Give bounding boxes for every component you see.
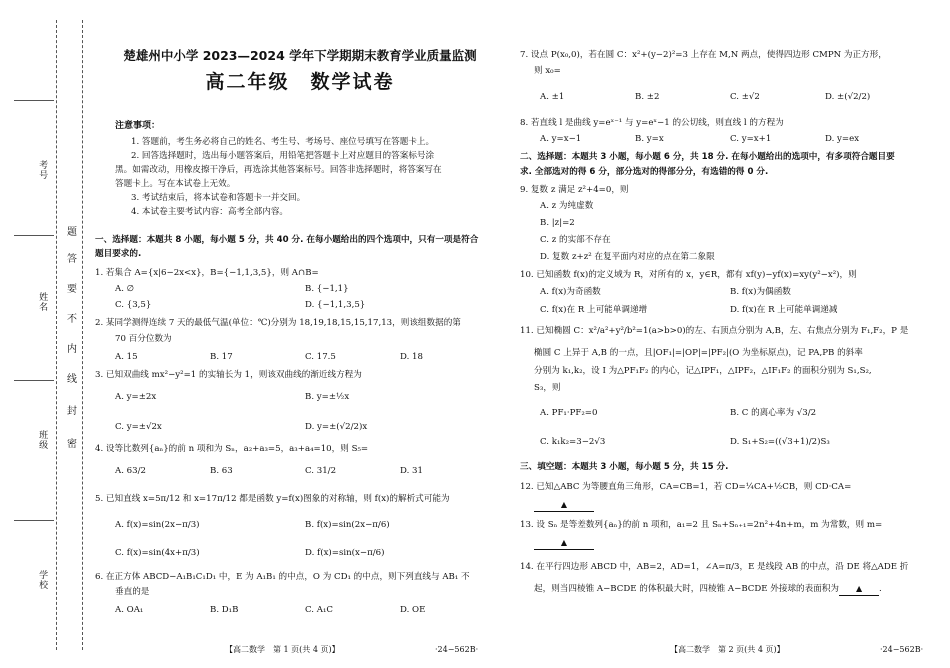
notice-item-1: 1. 答题前，考生务必将自己的姓名、考生号、考场号、座位号填写在答题卡上。 — [131, 137, 435, 147]
footer-code-2: ·24−562B· — [880, 645, 924, 654]
q6-option-c: C. A₁C — [305, 605, 333, 615]
binding-margin — [0, 0, 95, 668]
q2-option-a: A. 15 — [115, 352, 138, 362]
section3-heading: 三、填空题：本题共 3 小题，每小题 5 分，共 15 分. — [520, 462, 729, 472]
q8-option-d: D. y=ex — [825, 134, 860, 144]
q2-option-b: B. 17 — [210, 352, 233, 362]
q1-option-b: B. {−1,1} — [305, 284, 349, 294]
q9-option-a: A. z 为纯虚数 — [540, 201, 594, 211]
q4-option-b: B. 63 — [210, 466, 233, 476]
q14-stem: 14. 在平行四边形 ABCD 中，AB=2，AD=1，∠A=π/3，E 是线段 AB 的中点，沿 DE 将△ADE 折 — [520, 562, 909, 572]
label-exam-number: 考号 — [37, 160, 48, 180]
q2-stem: 2. 某同学测得连续 7 天的最低气温(单位：℃)分别为 18,19,18,15,15,17,13，则该组数据的第 — [95, 318, 461, 328]
q1-option-d: D. {−1,1,3,5} — [305, 300, 366, 310]
q2-option-c: C. 17.5 — [305, 352, 336, 362]
q10-option-a: A. f(x)为奇函数 — [540, 287, 601, 297]
q6-stem: 6. 在正方体 ABCD−A₁B₁C₁D₁ 中，E 为 A₁B₁ 的中点，O 为 CD₁ 的中点，则下列直线与 AB₁ 不 — [95, 572, 470, 582]
q12-stem: 12. 已知△ABC 为等腰直角三角形，CA=CB=1，若 CD=¼CA+½CB，则 CD·CA= — [520, 482, 852, 492]
q4-option-d: D. 31 — [400, 466, 423, 476]
q5-option-a: A. f(x)=sin(2x−π/3) — [115, 520, 200, 530]
q13-stem: 13. 设 Sₙ 是等差数列{aₙ}的前 n 项和，a₁=2 且 Sₙ+Sₙ₊₁=2n²+4n+m，m 为常数，则 m= — [520, 520, 883, 530]
q12-answer-blank: ▲ — [534, 500, 594, 512]
school-line — [14, 520, 54, 521]
section2-line1: 二、选择题：本题共 3 小题，每小题 6 分，共 18 分. 在每小题给出的选项中，有多项符合题目要 — [520, 152, 895, 162]
notice-item-2: 2. 回答选择题时，选出每小题答案后，用铅笔把答题卡上对应题目的答案标号涂 — [131, 151, 435, 161]
notice-item-3: 3. 考试结束后，将本试卷和答题卡一并交回。 — [131, 193, 306, 203]
seal-char-4: 不 — [67, 314, 77, 325]
q7-stem-2: 则 x₀= — [534, 66, 561, 76]
q13-answer-blank: ▲ — [534, 538, 594, 550]
notice-title: 注意事项： — [115, 121, 161, 131]
q7-option-c: C. ±√2 — [730, 92, 760, 102]
seal-char-1: 题 — [67, 227, 77, 238]
q11-option-c: C. k₁k₂=3−2√3 — [540, 437, 606, 447]
q1-stem: 1. 若集合 A={x|6−2x<x}，B={−1,1,3,5}，则 A∩B= — [95, 268, 319, 278]
q7-option-b: B. ±2 — [635, 92, 660, 102]
q9-stem: 9. 复数 z 满足 z²+4=0，则 — [520, 185, 629, 195]
q5-option-b: B. f(x)=sin(2x−π/6) — [305, 520, 390, 530]
q8-option-c: C. y=x+1 — [730, 134, 772, 144]
q11-stem-4: S₃，则 — [534, 383, 561, 393]
q5-option-c: C. f(x)=sin(4x+π/3) — [115, 548, 200, 558]
q4-stem: 4. 设等比数列{aₙ}的前 n 项和为 Sₙ，a₂+a₃=5，a₃+a₄=10，则 S₅= — [95, 444, 369, 454]
q8-stem: 8. 若直线 l 是曲线 y=eˣ⁻¹ 与 y=eˣ−1 的公切线，则直线 l 的方程为 — [520, 118, 784, 128]
footer-code-1: ·24−562B· — [435, 645, 479, 654]
q9-option-c: C. z 的实部不存在 — [540, 235, 611, 245]
q11-option-b: B. C 的离心率为 √3/2 — [730, 408, 817, 418]
notice-item-2b: 黑。如需改动，用橡皮擦干净后，再选涂其他答案标号。回答非选择题时，将答案写在 — [115, 165, 442, 175]
q1-option-c: C. {3,5} — [115, 300, 152, 310]
class-line — [14, 380, 54, 381]
q2-option-d: D. 18 — [400, 352, 423, 362]
q6-option-a: A. OA₁ — [115, 605, 144, 615]
label-name: 姓名 — [37, 292, 48, 312]
q7-stem: 7. 设点 P(x₀,0)，若在圆 C：x²+(y−2)²=3 上存在 M,N 两点，使得四边形 CMPN 为正方形， — [520, 50, 887, 60]
exam-title-line2: 高二年级 数学试卷 — [205, 71, 395, 93]
binding-line-inner — [82, 20, 83, 650]
q5-option-d: D. f(x)=sin(x−π/6) — [305, 548, 385, 558]
page-2 — [520, 0, 940, 668]
q11-stem-2: 椭圆 C 上异于 A,B 的一点，且|OF₁|=|OP|=|PF₂|(O 为坐标原点)，记 PA,PB 的斜率 — [534, 348, 863, 358]
q11-stem-3: 分别为 k₁,k₂，设 I 为△PF₁F₂ 的内心，记△IPF₁，△IPF₂，△IF₁F₂ 的面积分别为 S₁,S₂, — [534, 366, 872, 376]
q7-option-d: D. ±(√2/2) — [825, 92, 871, 102]
label-class: 班级 — [37, 430, 48, 450]
seal-char-7: 封 — [67, 406, 77, 417]
exam-title-line1: 楚雄州中小学 2023—2024 学年下学期期末教育学业质量监测 — [123, 48, 477, 63]
q10-option-c: C. f(x)在 R 上可能单调递增 — [540, 305, 648, 315]
q6-stem-2: 垂直的是 — [115, 587, 150, 597]
q7-option-a: A. ±1 — [540, 92, 565, 102]
q11-option-d: D. S₁+S₂=((√3+1)/2)S₃ — [730, 437, 830, 447]
footer-page-2: 【高二数学 第 2 页(共 4 页)】 — [670, 645, 785, 654]
q3-stem: 3. 已知双曲线 mx²−y²=1 的实轴长为 1，则该双曲线的渐近线方程为 — [95, 370, 362, 380]
q10-option-d: D. f(x)在 R 上可能单调递减 — [730, 305, 838, 315]
seal-char-2: 答 — [67, 254, 77, 265]
page-1 — [95, 0, 505, 668]
q6-option-b: B. D₁B — [210, 605, 239, 615]
q3-option-d: D. y=±(√2/2)x — [305, 422, 368, 432]
section2-line2: 求. 全部选对的得 6 分，部分选对的得部分分，有选错的得 0 分. — [520, 167, 769, 177]
q3-option-b: B. y=±½x — [305, 392, 350, 402]
q2-stem-2: 70 百分位数为 — [115, 334, 172, 344]
seal-char-6: 线 — [67, 374, 77, 385]
name-line — [14, 235, 54, 236]
q10-stem: 10. 已知函数 f(x)的定义域为 R，对所有的 x，y∈R，都有 xf(y)−yf(x)=xy(y²−x²)，则 — [520, 270, 857, 280]
seal-char-8: 密 — [67, 439, 77, 450]
q6-option-d: D. OE — [400, 605, 426, 615]
q9-option-d: D. 复数 z+z² 在复平面内对应的点在第二象限 — [540, 252, 715, 262]
q11-stem: 11. 已知椭圆 C：x²/a²+y²/b²=1(a>b>0)的左、右顶点分别为 A,B，左、右焦点分别为 F₁,F₂，P 是 — [520, 326, 909, 336]
section1-line1: 一、选择题：本题共 8 小题，每小题 5 分，共 40 分. 在每小题给出的四个选项中，只有一项是符合 — [95, 235, 479, 245]
q5-stem: 5. 已知直线 x=5π/12 和 x=17π/12 都是函数 y=f(x)图象的对称轴，则 f(x)的解析式可能为 — [95, 494, 450, 504]
q1-option-a: A. ∅ — [115, 284, 135, 294]
q4-option-c: C. 31/2 — [305, 466, 337, 476]
notice-item-2c: 答题卡上。写在本试卷上无效。 — [115, 179, 236, 189]
seal-char-5: 内 — [67, 344, 77, 355]
footer-page-1: 【高二数学 第 1 页(共 4 页)】 — [225, 645, 340, 654]
exam-number-line — [14, 100, 54, 101]
q10-option-b: B. f(x)为偶函数 — [730, 287, 791, 297]
q4-option-a: A. 63/2 — [115, 466, 146, 476]
notice-item-4: 4. 本试卷主要考试内容：高考全部内容。 — [131, 207, 289, 217]
q11-option-a: A. PF₁·PF₂=0 — [540, 408, 598, 418]
seal-char-3: 要 — [67, 284, 77, 295]
q14-stem-2: 起，则当四棱锥 A−BCDE 的体积最大时，四棱锥 A−BCDE 外接球的表面积为 ▲ . — [534, 584, 882, 594]
q3-option-a: A. y=±2x — [115, 392, 157, 402]
binding-line-outer — [56, 20, 57, 650]
q3-option-c: C. y=±√2x — [115, 422, 162, 432]
section1-line2: 题目要求的. — [95, 249, 142, 259]
label-school: 学校 — [37, 570, 48, 590]
q8-option-b: B. y=x — [635, 134, 664, 144]
q9-option-b: B. |z|=2 — [540, 218, 575, 228]
q8-option-a: A. y=x−1 — [540, 134, 582, 144]
